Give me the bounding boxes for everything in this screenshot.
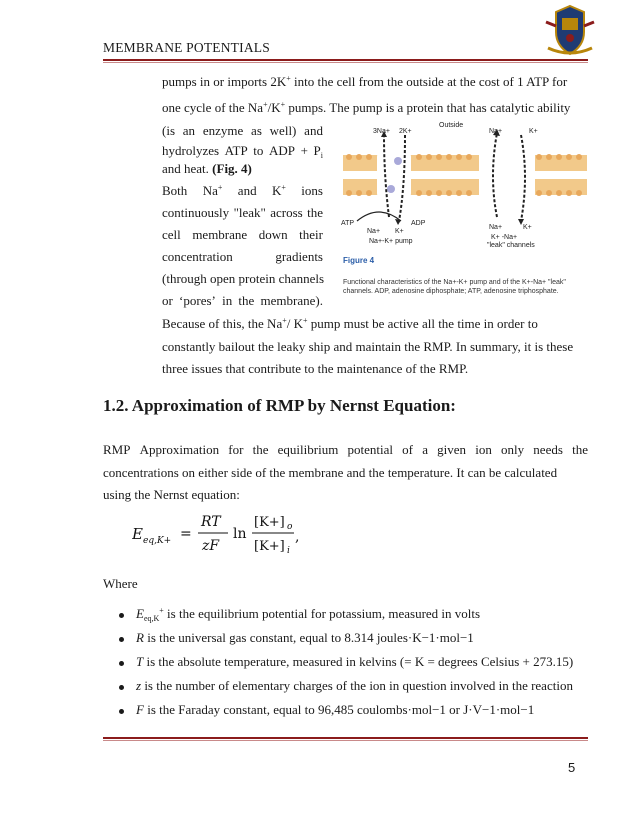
intro-line-11: or ‘pores’ in the membrane). — [162, 293, 323, 308]
where-label: Where — [103, 576, 138, 591]
bullet-dot — [119, 613, 124, 618]
atp-adp-arrow — [357, 212, 401, 221]
fig-leak-label-2: "leak" channels — [487, 242, 535, 249]
intro-line-5: and heat. (Fig. 4) — [162, 161, 252, 176]
intro-line-14: three issues that contribute to the maintenance of the RMP. — [162, 361, 469, 376]
intro-line-3: (is an enzyme as well) and — [162, 123, 323, 138]
leak-channel — [479, 149, 535, 201]
pump-binding-site-bottom — [387, 185, 395, 193]
body-line-3: using the Nernst equation: — [103, 487, 240, 502]
footer-rule — [103, 737, 588, 739]
svg-text:,: , — [295, 529, 300, 545]
pump-binding-site-top — [394, 157, 402, 165]
page-number: 5 — [568, 760, 576, 775]
pump-protein — [377, 149, 411, 201]
bullet-t: T is the absolute temperature, measured in kelvins (= K = degrees Celsius + 273.15) — [136, 654, 574, 669]
bullet-dot — [119, 685, 124, 690]
section-heading: 1.2. Approximation of RMP by Nernst Equation: — [103, 396, 456, 415]
fig-3na-label: 3Na+ — [373, 128, 390, 135]
bullet-e: $E_{eq,K}^+$ is the equilibrium potential for potassium, measured in volts — [136, 606, 481, 623]
eq-num-k-sub: o — [287, 522, 293, 532]
footer-rule-thin — [103, 740, 588, 741]
bullet-f: F is the Faraday constant, equal to 96,485 coulombs·mol−1 or J·V−1·mol−1 — [136, 702, 535, 717]
page-header-title: MEMBRANE POTENTIALS — [103, 40, 270, 55]
body-line-2: concentrations on either side of the membrane and the temperature. It can be calculated — [103, 465, 558, 480]
eq-lhs: E — [132, 525, 143, 543]
eq-equals: = — [180, 526, 192, 542]
eq-den-k: [K+] — [254, 539, 285, 554]
fig-adp-label: ADP — [411, 220, 426, 227]
fig-atp-label: ATP — [341, 220, 355, 227]
crest-logo — [540, 2, 600, 58]
nernst-equation — [132, 508, 332, 558]
intro-line-8: cell membrane down their — [162, 227, 323, 242]
bullet-dot — [119, 637, 124, 642]
bullet-dot — [119, 661, 124, 666]
fig-outside-label: Outside — [439, 122, 464, 129]
eq-ln: ln — [233, 526, 247, 542]
figure-caption: Functional characteristics of the Na+-K+ pump and of the K+-Na+ "leak" channels. ADP, adenosine diphosphate; ATP, adenosine triphosphate. — [343, 279, 566, 295]
fig-na-bottom-label: Na+ — [489, 224, 503, 231]
fig-2k-label: 2K+ — [399, 128, 412, 135]
fig-k-label: K+ — [395, 228, 404, 235]
intro-line-12: Because of this, the Na+/ K+ pump must be active all the time in order to — [162, 316, 538, 331]
eq-den-k-sub: i — [287, 546, 290, 556]
fig-pump-label: Na+-K+ pump — [369, 238, 413, 245]
fig-k-right-label: K+ — [529, 128, 538, 135]
figure-label: Figure 4 — [343, 256, 375, 265]
bullet-dot — [119, 709, 124, 714]
body-line-1: RMP Approximation for the equilibrium potential of a given ion only needs the — [103, 442, 588, 457]
intro-line-9: concentration gradients — [162, 249, 323, 264]
eq-zf: zF — [202, 538, 220, 554]
header-rule-thin — [103, 62, 588, 63]
eq-rt: RT — [201, 514, 221, 530]
fig-na-right-label: Na+ — [489, 128, 503, 135]
header-rule — [103, 59, 588, 61]
bullet-z: z is the number of elementary charges of the ion in question involved in the reaction — [136, 678, 573, 693]
bullet-r: R is the universal gas constant, equal to 8.314 joules·K−1·mol−1 — [136, 630, 474, 645]
intro-line-10: (through open protein channels — [162, 271, 325, 286]
intro-line-1: pumps in or imports 2K+ into the cell from the outside at the cost of 1 ATP for — [162, 74, 568, 89]
intro-line-4: hydrolyzes ATP to ADP + $P_i$ — [162, 143, 323, 160]
fig-k-bottom-label: K+ — [523, 224, 532, 231]
intro-line-2: one cycle of the Na+/K+ pumps. The pump is a protein that has catalytic ability — [162, 100, 571, 115]
intro-line-13: constantly bailout the leaky ship and maintain the RMP. In summary, it is these — [162, 339, 574, 354]
intro-line-6: Both Na+ and K+ ions — [162, 183, 323, 198]
intro-line-7: continuously "leak" across the — [162, 205, 323, 220]
fig-na-label: Na+ — [367, 228, 381, 235]
eq-num-k: [K+] — [254, 515, 285, 530]
eq-lhs-sub: eq,K+ — [143, 536, 172, 546]
fig-leak-label-1: K+ -Na+ — [491, 234, 518, 241]
